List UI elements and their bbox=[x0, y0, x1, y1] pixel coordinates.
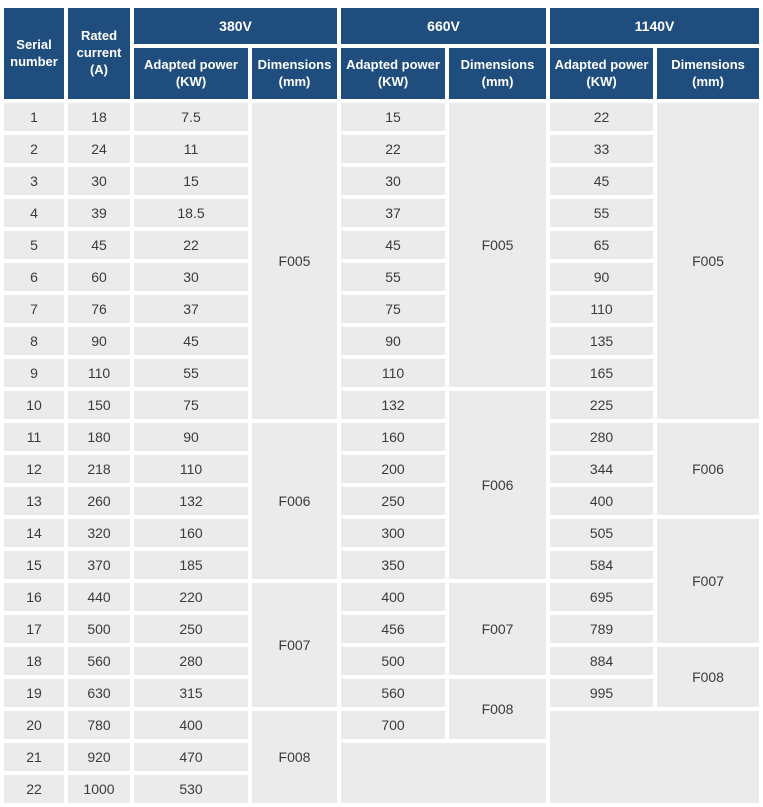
header-row-groups bbox=[4, 8, 759, 44]
spec-table bbox=[0, 4, 763, 807]
rated-current-cell: 24 bbox=[68, 135, 130, 163]
serial-cell: 3 bbox=[4, 167, 64, 195]
power-380v-cell: 15 bbox=[134, 167, 248, 195]
serial-cell: 5 bbox=[4, 231, 64, 259]
power-660v-cell: 90 bbox=[341, 327, 445, 355]
table-body bbox=[4, 103, 759, 803]
serial-cell: 9 bbox=[4, 359, 64, 387]
serial-cell: 6 bbox=[4, 263, 64, 291]
serial-cell: 13 bbox=[4, 487, 64, 515]
table-row bbox=[4, 199, 759, 227]
power-1140v-cell: 344 bbox=[550, 455, 653, 483]
power-1140v-cell: 884 bbox=[550, 647, 653, 675]
table-row bbox=[4, 359, 759, 387]
power-380v-cell: 55 bbox=[134, 359, 248, 387]
dimensions-660v-cell: F006 bbox=[449, 391, 546, 579]
serial-cell: 11 bbox=[4, 423, 64, 451]
rated-current-cell: 18 bbox=[68, 103, 130, 131]
header-rated-current: Rated current (A) bbox=[68, 8, 130, 99]
header-group-660v: 660V bbox=[341, 8, 546, 44]
power-1140v-cell: 110 bbox=[550, 295, 653, 323]
header-dimensions-660v: Dimensions (mm) bbox=[449, 48, 546, 99]
power-380v-cell: 18.5 bbox=[134, 199, 248, 227]
table-row bbox=[4, 647, 759, 675]
table-row bbox=[4, 679, 759, 707]
dimensions-1140v-cell: F008 bbox=[657, 647, 759, 707]
power-660v-cell: 15 bbox=[341, 103, 445, 131]
serial-cell: 16 bbox=[4, 583, 64, 611]
power-380v-cell: 400 bbox=[134, 711, 248, 739]
table-row bbox=[4, 103, 759, 131]
table-row bbox=[4, 615, 759, 643]
rated-current-cell: 440 bbox=[68, 583, 130, 611]
power-380v-cell: 11 bbox=[134, 135, 248, 163]
rated-current-cell: 60 bbox=[68, 263, 130, 291]
power-380v-cell: 45 bbox=[134, 327, 248, 355]
dimensions-1140v-cell: F005 bbox=[657, 103, 759, 419]
power-660v-cell: 400 bbox=[341, 583, 445, 611]
power-660v-cell: 250 bbox=[341, 487, 445, 515]
power-660v-cell: 350 bbox=[341, 551, 445, 579]
rated-current-cell: 30 bbox=[68, 167, 130, 195]
rated-current-cell: 90 bbox=[68, 327, 130, 355]
rated-current-cell: 320 bbox=[68, 519, 130, 547]
serial-cell: 14 bbox=[4, 519, 64, 547]
table-row bbox=[4, 295, 759, 323]
power-380v-cell: 315 bbox=[134, 679, 248, 707]
rated-current-cell: 45 bbox=[68, 231, 130, 259]
rated-current-cell: 150 bbox=[68, 391, 130, 419]
power-1140v-cell: 165 bbox=[550, 359, 653, 387]
power-380v-cell: 470 bbox=[134, 743, 248, 771]
power-1140v-cell: 65 bbox=[550, 231, 653, 259]
header-serial-number: Serial number bbox=[4, 8, 64, 99]
power-380v-cell: 22 bbox=[134, 231, 248, 259]
power-1140v-cell: 45 bbox=[550, 167, 653, 195]
serial-cell: 21 bbox=[4, 743, 64, 771]
serial-cell: 22 bbox=[4, 775, 64, 803]
power-1140v-cell: 505 bbox=[550, 519, 653, 547]
power-660v-cell: 30 bbox=[341, 167, 445, 195]
power-1140v-cell: 135 bbox=[550, 327, 653, 355]
header-adapted-power-660v: Adapted power (KW) bbox=[341, 48, 445, 99]
power-1140v-cell: 225 bbox=[550, 391, 653, 419]
serial-cell: 20 bbox=[4, 711, 64, 739]
header-adapted-power-380v: Adapted power (KW) bbox=[134, 48, 248, 99]
dimensions-660v-cell: F008 bbox=[449, 679, 546, 739]
rated-current-cell: 1000 bbox=[68, 775, 130, 803]
power-660v-cell: 55 bbox=[341, 263, 445, 291]
rated-current-cell: 110 bbox=[68, 359, 130, 387]
power-660v-cell: 22 bbox=[341, 135, 445, 163]
rated-current-cell: 260 bbox=[68, 487, 130, 515]
empty-660v-cell bbox=[341, 743, 546, 803]
serial-cell: 18 bbox=[4, 647, 64, 675]
header-dimensions-1140v: Dimensions (mm) bbox=[657, 48, 759, 99]
power-380v-cell: 280 bbox=[134, 647, 248, 675]
rated-current-cell: 500 bbox=[68, 615, 130, 643]
power-660v-cell: 500 bbox=[341, 647, 445, 675]
power-380v-cell: 160 bbox=[134, 519, 248, 547]
power-660v-cell: 200 bbox=[341, 455, 445, 483]
table-row bbox=[4, 391, 759, 419]
power-380v-cell: 75 bbox=[134, 391, 248, 419]
power-380v-cell: 37 bbox=[134, 295, 248, 323]
power-380v-cell: 132 bbox=[134, 487, 248, 515]
power-380v-cell: 30 bbox=[134, 263, 248, 291]
power-380v-cell: 530 bbox=[134, 775, 248, 803]
dimensions-380v-cell: F008 bbox=[252, 711, 337, 803]
table-row bbox=[4, 583, 759, 611]
dimensions-660v-cell: F007 bbox=[449, 583, 546, 675]
power-1140v-cell: 280 bbox=[550, 423, 653, 451]
table-header bbox=[4, 8, 759, 99]
rated-current-cell: 370 bbox=[68, 551, 130, 579]
power-380v-cell: 185 bbox=[134, 551, 248, 579]
power-1140v-cell: 400 bbox=[550, 487, 653, 515]
dimensions-380v-cell: F006 bbox=[252, 423, 337, 579]
power-660v-cell: 45 bbox=[341, 231, 445, 259]
power-1140v-cell: 90 bbox=[550, 263, 653, 291]
rated-current-cell: 39 bbox=[68, 199, 130, 227]
table-row bbox=[4, 327, 759, 355]
table-row bbox=[4, 423, 759, 451]
table-row bbox=[4, 263, 759, 291]
power-1140v-cell: 55 bbox=[550, 199, 653, 227]
serial-cell: 4 bbox=[4, 199, 64, 227]
power-380v-cell: 220 bbox=[134, 583, 248, 611]
power-660v-cell: 560 bbox=[341, 679, 445, 707]
dimensions-1140v-cell: F007 bbox=[657, 519, 759, 643]
power-660v-cell: 110 bbox=[341, 359, 445, 387]
power-660v-cell: 75 bbox=[341, 295, 445, 323]
power-1140v-cell: 584 bbox=[550, 551, 653, 579]
header-group-1140v: 1140V bbox=[550, 8, 759, 44]
table-row bbox=[4, 231, 759, 259]
empty-1140v-cell bbox=[550, 711, 759, 803]
power-1140v-cell: 33 bbox=[550, 135, 653, 163]
dimensions-660v-cell: F005 bbox=[449, 103, 546, 387]
table-row bbox=[4, 455, 759, 483]
power-660v-cell: 300 bbox=[341, 519, 445, 547]
power-380v-cell: 7.5 bbox=[134, 103, 248, 131]
table-row bbox=[4, 167, 759, 195]
power-1140v-cell: 22 bbox=[550, 103, 653, 131]
power-660v-cell: 456 bbox=[341, 615, 445, 643]
rated-current-cell: 76 bbox=[68, 295, 130, 323]
power-660v-cell: 132 bbox=[341, 391, 445, 419]
power-1140v-cell: 789 bbox=[550, 615, 653, 643]
serial-cell: 7 bbox=[4, 295, 64, 323]
table-row bbox=[4, 519, 759, 547]
power-1140v-cell: 695 bbox=[550, 583, 653, 611]
header-adapted-power-1140v: Adapted power (KW) bbox=[550, 48, 653, 99]
rated-current-cell: 780 bbox=[68, 711, 130, 739]
rated-current-cell: 560 bbox=[68, 647, 130, 675]
table-row bbox=[4, 551, 759, 579]
dimensions-380v-cell: F005 bbox=[252, 103, 337, 419]
rated-current-cell: 218 bbox=[68, 455, 130, 483]
dimensions-1140v-cell: F006 bbox=[657, 423, 759, 515]
serial-cell: 2 bbox=[4, 135, 64, 163]
dimensions-380v-cell: F007 bbox=[252, 583, 337, 707]
power-380v-cell: 110 bbox=[134, 455, 248, 483]
power-660v-cell: 160 bbox=[341, 423, 445, 451]
power-660v-cell: 700 bbox=[341, 711, 445, 739]
rated-current-cell: 630 bbox=[68, 679, 130, 707]
power-1140v-cell: 995 bbox=[550, 679, 653, 707]
serial-cell: 17 bbox=[4, 615, 64, 643]
header-dimensions-380v: Dimensions (mm) bbox=[252, 48, 337, 99]
power-380v-cell: 90 bbox=[134, 423, 248, 451]
serial-cell: 10 bbox=[4, 391, 64, 419]
power-380v-cell: 250 bbox=[134, 615, 248, 643]
rated-current-cell: 180 bbox=[68, 423, 130, 451]
rated-current-cell: 920 bbox=[68, 743, 130, 771]
serial-cell: 15 bbox=[4, 551, 64, 579]
serial-cell: 8 bbox=[4, 327, 64, 355]
table-row bbox=[4, 135, 759, 163]
table-row bbox=[4, 711, 759, 739]
serial-cell: 1 bbox=[4, 103, 64, 131]
header-group-380v: 380V bbox=[134, 8, 337, 44]
power-660v-cell: 37 bbox=[341, 199, 445, 227]
serial-cell: 12 bbox=[4, 455, 64, 483]
serial-cell: 19 bbox=[4, 679, 64, 707]
table-row bbox=[4, 487, 759, 515]
